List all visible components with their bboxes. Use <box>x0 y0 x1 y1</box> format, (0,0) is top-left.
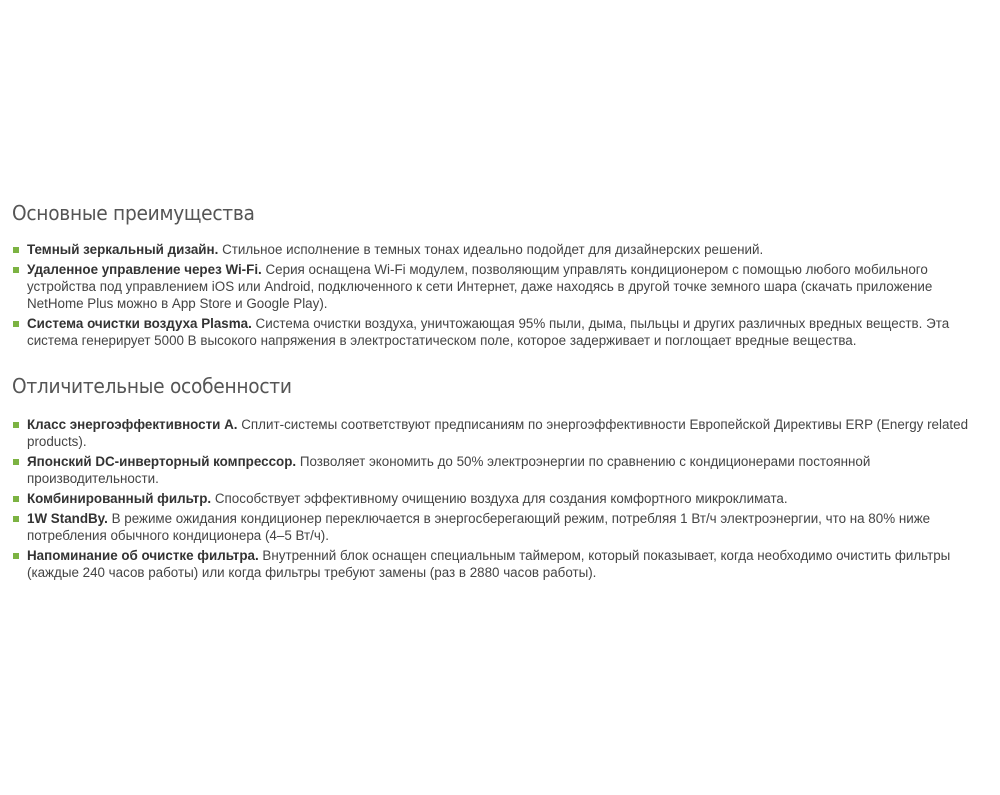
feature-description: Внутренний блок оснащен специальным таймером, который показывает, когда необходимо очистить фильтры (каждые 240 часов работы) или когда фильтры требуют замены (раз в 2880 часов работы). <box>27 548 951 580</box>
green-square-bullet-icon <box>13 267 19 273</box>
feature-name: Темный зеркальный дизайн. <box>27 242 219 257</box>
features-list <box>12 416 992 581</box>
feature-name: Класс энергоэффективности А. <box>27 417 238 432</box>
green-square-bullet-icon <box>13 321 19 327</box>
feature-name: Удаленное управление через Wi-Fi. <box>27 262 262 277</box>
green-square-bullet-icon <box>13 516 19 522</box>
list-item <box>12 490 992 507</box>
green-square-bullet-icon <box>13 422 19 428</box>
feature-name: Комбинированный фильтр. <box>27 491 212 506</box>
list-item <box>12 241 992 258</box>
green-square-bullet-icon <box>13 459 19 465</box>
green-square-bullet-icon <box>13 553 19 559</box>
feature-description: Способствует эффективному очищению воздуха для создания комфортного микроклимата. <box>214 491 788 506</box>
section-title-advantages: Основные преимущества <box>12 201 255 225</box>
list-item <box>12 547 992 581</box>
list-item <box>12 510 992 544</box>
product-description <box>12 198 992 584</box>
feature-description: Стильное исполнение в темных тонах идеально подойдет для дизайнерских решений. <box>222 242 764 257</box>
green-square-bullet-icon <box>13 496 19 502</box>
feature-name: 1W StandBy. <box>27 511 108 526</box>
feature-description: Сплит-системы соответствуют предписаниям по энергоэффективности Европейской Директивы ERP (Energy related products). <box>27 417 969 449</box>
feature-description: В режиме ожидания кондиционер переключается в энергосберегающий режим, потребляя 1 Вт/ч электроэнергии, что на 80% ниже потребления обычного кондиционера (4–5 Вт/ч). <box>27 511 931 543</box>
feature-name: Система очистки воздуха Plasma. <box>27 316 252 331</box>
list-item <box>12 453 992 487</box>
feature-name: Напоминание об очистке фильтра. <box>27 548 259 563</box>
list-item <box>12 315 992 349</box>
feature-description: Система очистки воздуха, уничтожающая 95% пыли, дыма, пыльцы и других различных вредных веществ. Эта система генерирует 5000 В высокого напряжения в электростатическом поле, которое задерживает и поглощает вредные вещества. <box>27 316 950 348</box>
feature-name: Японский DC-инверторный компрессор. <box>27 454 297 469</box>
green-square-bullet-icon <box>13 247 19 253</box>
feature-description: Серия оснащена Wi-Fi модулем, позволяющим управлять кондиционером с помощью любого мобильного устройства под управлением iOS или Android, подключенного к сети Интернет, даже находясь в другой точке земного шара (скачать приложение NetHome Plus можно в App Store и Google Play). <box>27 262 933 311</box>
section-title-features: Отличительные особенности <box>12 374 292 398</box>
list-item <box>12 416 992 450</box>
list-item <box>12 261 992 312</box>
feature-description: Позволяет экономить до 50% электроэнергии по сравнению с кондиционерами постоянной производительности. <box>27 454 871 486</box>
advantages-list <box>12 241 992 349</box>
